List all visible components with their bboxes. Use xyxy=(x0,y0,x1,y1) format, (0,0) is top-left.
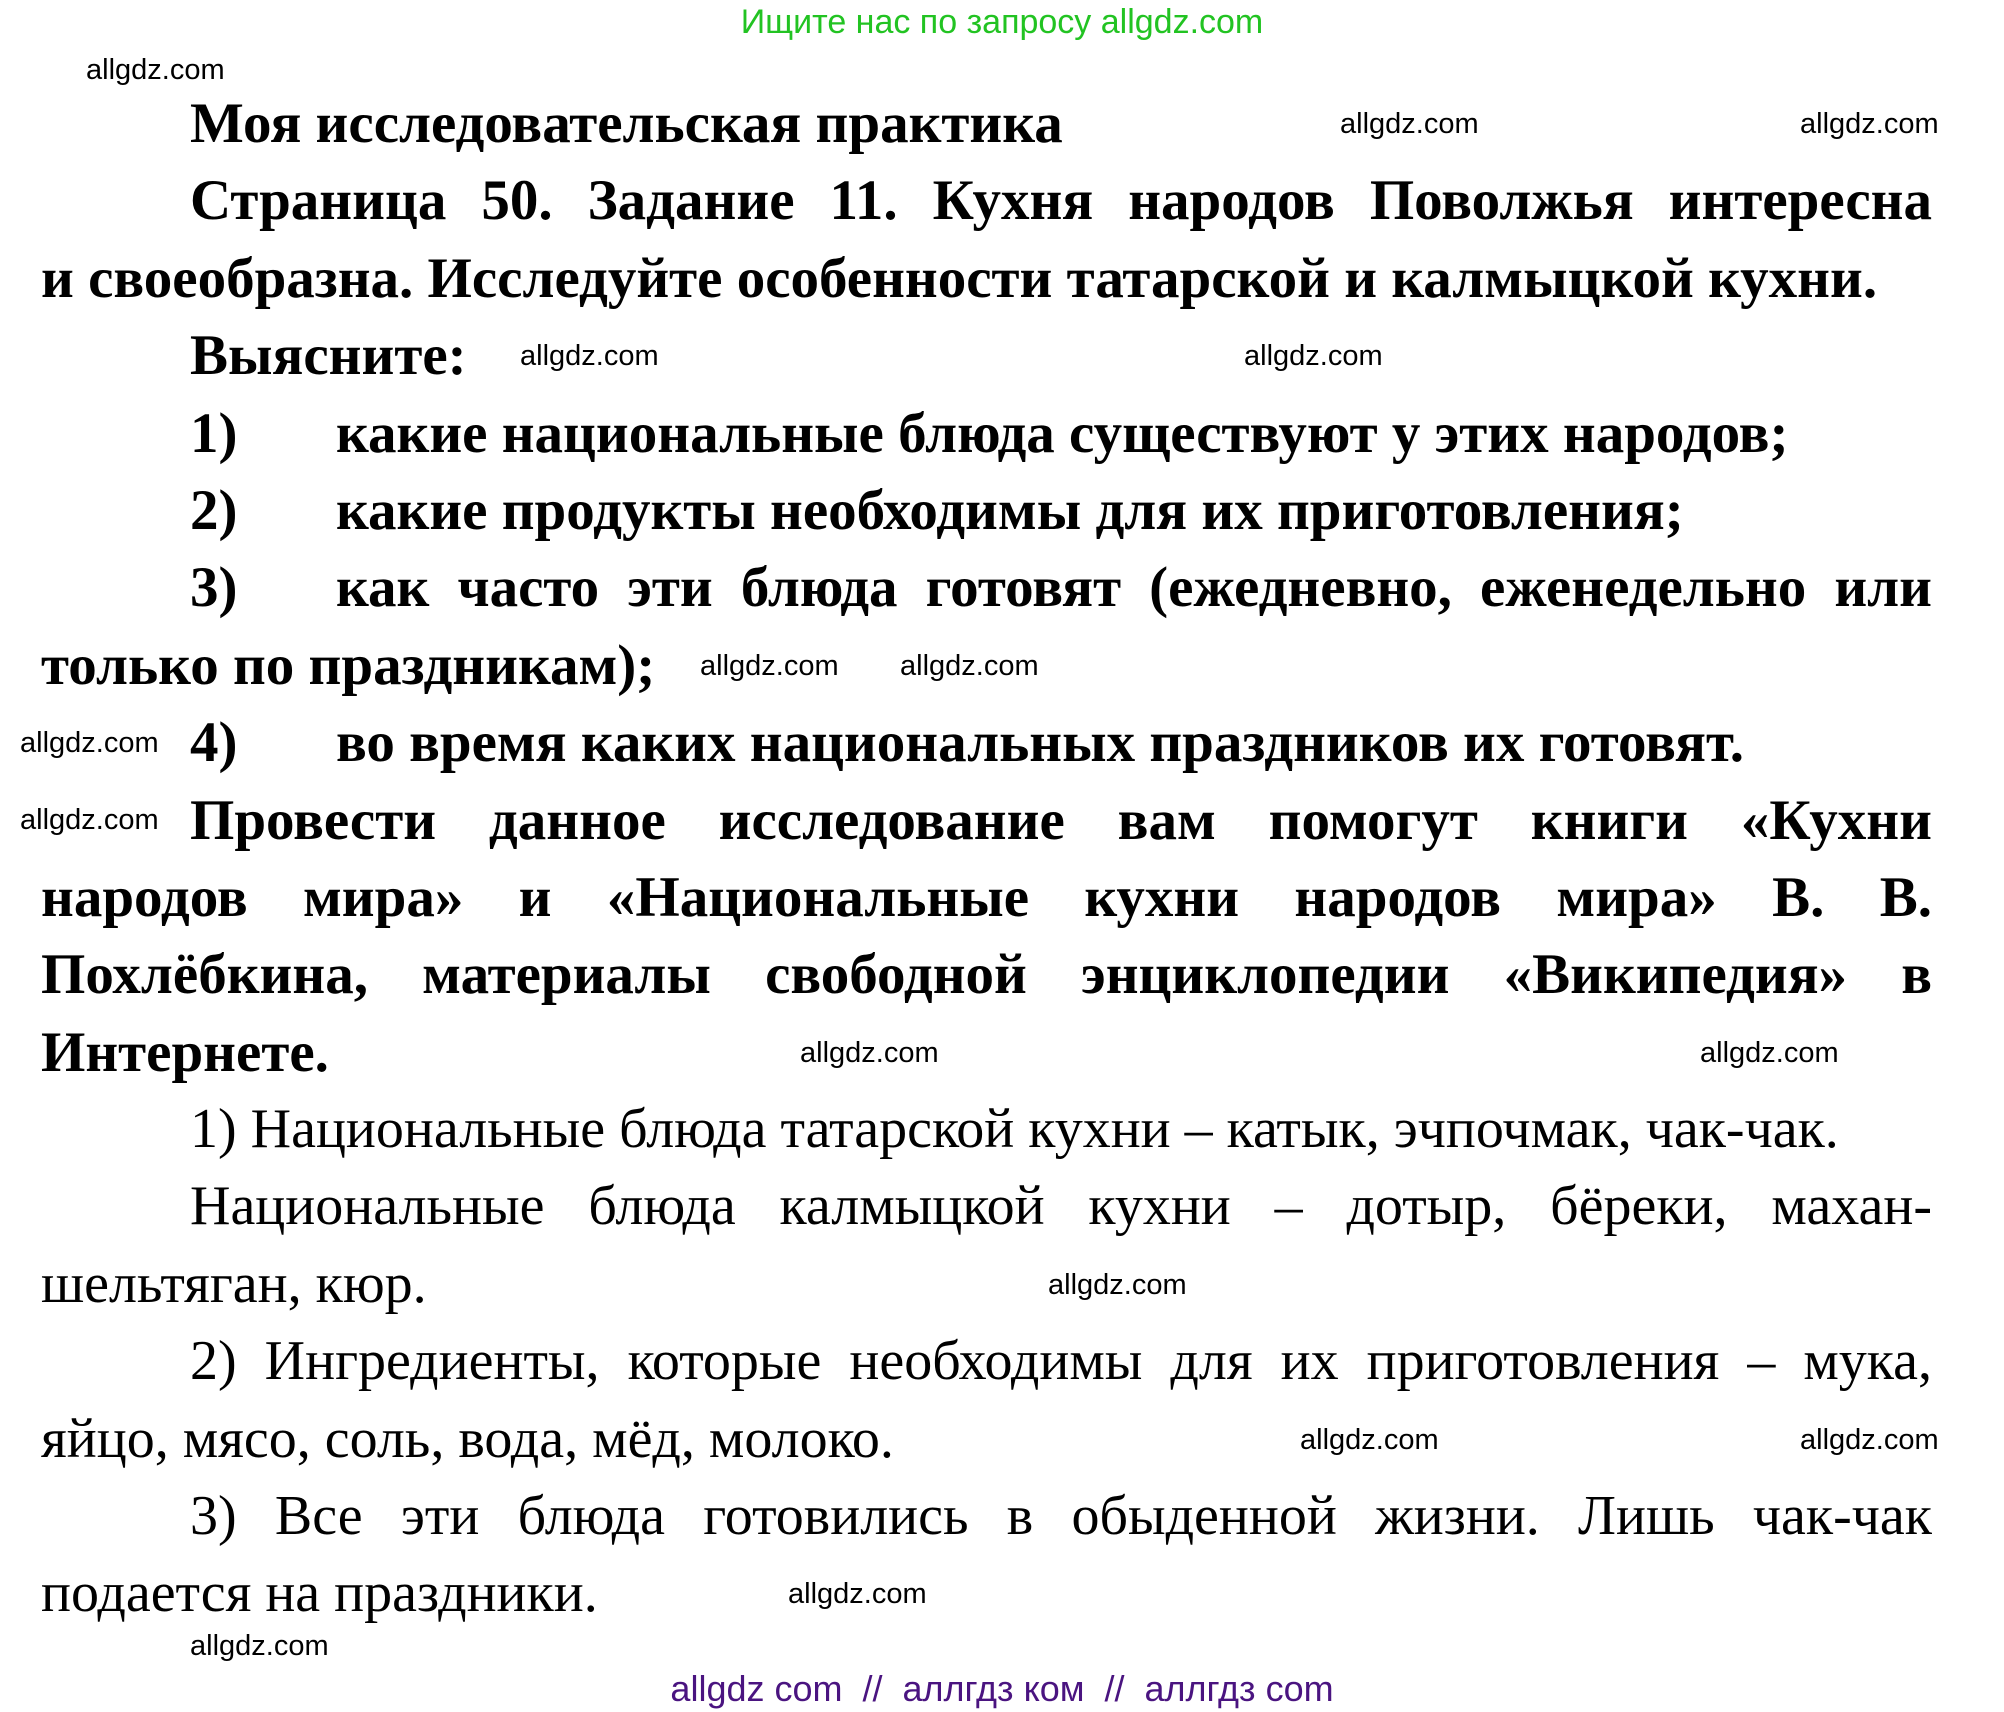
watermark: allgdz.com xyxy=(190,1630,329,1662)
watermark: allgdz.com xyxy=(86,54,225,86)
watermark: allgdz.com xyxy=(900,650,1039,682)
find-label: Выясните: xyxy=(190,324,467,388)
item-number: 2) xyxy=(190,478,238,542)
item-text: как часто эти блюда готовят (ежедневно, еженедельно или xyxy=(336,556,1932,620)
watermark: allgdz.com xyxy=(520,340,659,372)
item-text-continued: только по праздникам); xyxy=(41,633,656,697)
answer-text: подается на праздники. xyxy=(41,1562,598,1625)
watermark: allgdz.com xyxy=(20,804,159,836)
watermark: allgdz.com xyxy=(1800,1424,1939,1456)
watermark: allgdz.com xyxy=(1800,108,1939,140)
search-banner: Ищите нас по запросу allgdz.com xyxy=(740,3,1264,41)
watermark: allgdz.com xyxy=(1244,340,1383,372)
item-text: во время каких национальных праздников их готовят. xyxy=(336,711,1744,775)
sources-text: Провести данное исследование вам помогут книги «Кухни xyxy=(190,788,1932,852)
watermark: allgdz.com xyxy=(700,650,839,682)
task-text: и своеобразна. Исследуйте особенности татарской и калмыцкой кухни. xyxy=(41,246,1878,310)
footer-banner: allgdz com // аллгдз ком // аллгдз com xyxy=(670,1668,1334,1709)
sources-text: народов мира» и «Национальные кухни народов мира» В. В. xyxy=(41,865,1932,929)
answer-text: Национальные блюда калмыцкой кухни – дотыр, бёреки, махан- xyxy=(190,1175,1932,1238)
sources-text: Похлёбкина, материалы свободной энциклопедии «Википедия» в xyxy=(41,943,1932,1007)
item-number: 1) xyxy=(190,401,238,465)
watermark: allgdz.com xyxy=(1048,1269,1187,1301)
item-text: какие национальные блюда существуют у этих народов; xyxy=(336,401,1789,465)
watermark: allgdz.com xyxy=(800,1037,939,1069)
document-body xyxy=(0,85,2004,1633)
answer-text: яйцо, мясо, соль, вода, мёд, молоко. xyxy=(41,1407,894,1470)
watermark: allgdz.com xyxy=(788,1578,927,1610)
watermark: allgdz.com xyxy=(20,727,159,759)
watermark: allgdz.com xyxy=(1700,1037,1839,1069)
watermark: allgdz.com xyxy=(1300,1424,1439,1456)
item-text: какие продукты необходимы для их приготовления; xyxy=(336,478,1684,542)
section-title: Моя исследовательская практика xyxy=(190,92,1063,155)
sources-text: Интернете. xyxy=(41,1020,329,1084)
answer-text: 2) Ингредиенты, которые необходимы для их приготовления – мука, xyxy=(190,1330,1932,1393)
answer-text: шельтяган, кюр. xyxy=(41,1252,427,1315)
task-heading: Страница 50. Задание 11. Кухня народов Поволжья интересна xyxy=(190,169,1932,233)
item-number: 3) xyxy=(190,556,238,620)
answer-text: 3) Все эти блюда готовились в обыденной жизни. Лишь чак-чак xyxy=(190,1485,1932,1548)
item-number: 4) xyxy=(190,711,238,775)
answer-text: 1) Национальные блюда татарской кухни – катык, эчпочмак, чак-чак. xyxy=(190,1098,1839,1161)
watermark: allgdz.com xyxy=(1340,108,1479,140)
